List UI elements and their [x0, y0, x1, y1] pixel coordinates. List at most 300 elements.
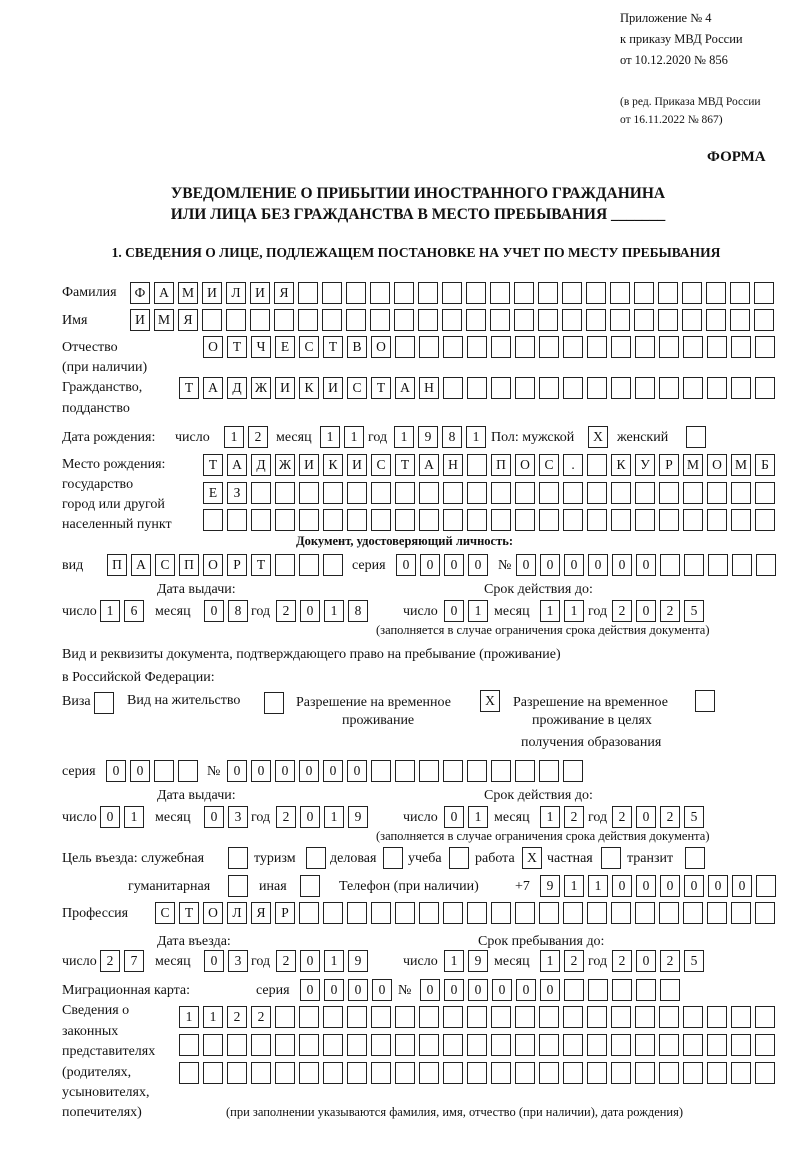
- char-cell[interactable]: [587, 377, 607, 399]
- char-cell[interactable]: Ф: [130, 282, 150, 304]
- sex-male-checkbox[interactable]: [588, 426, 612, 448]
- char-cell[interactable]: 0: [516, 979, 536, 1001]
- residence-checkbox[interactable]: [264, 692, 288, 714]
- char-cell[interactable]: 2: [248, 426, 268, 448]
- char-cell[interactable]: [731, 336, 751, 358]
- char-cell[interactable]: [587, 336, 607, 358]
- char-cell[interactable]: [323, 509, 343, 531]
- char-cell[interactable]: [275, 554, 295, 576]
- id-issue-year-cells[interactable]: [276, 600, 372, 622]
- char-cell[interactable]: 0: [444, 600, 464, 622]
- char-cell[interactable]: [419, 336, 439, 358]
- char-cell[interactable]: 2: [660, 600, 680, 622]
- char-cell[interactable]: [419, 1062, 439, 1084]
- char-cell[interactable]: А: [227, 454, 247, 476]
- char-cell[interactable]: [322, 282, 342, 304]
- char-cell[interactable]: [755, 1062, 775, 1084]
- char-cell[interactable]: 1: [124, 806, 144, 828]
- char-cell[interactable]: [659, 902, 679, 924]
- char-cell[interactable]: [322, 309, 342, 331]
- char-cell[interactable]: 2: [227, 1006, 247, 1028]
- char-cell[interactable]: [419, 760, 439, 782]
- char-cell[interactable]: 2: [612, 950, 632, 972]
- char-cell[interactable]: А: [131, 554, 151, 576]
- char-cell[interactable]: [275, 1062, 295, 1084]
- char-cell[interactable]: [588, 979, 608, 1001]
- reps-cells[interactable]: [179, 1006, 779, 1028]
- stay-issue-month-cells[interactable]: [204, 806, 252, 828]
- migration-number-cells[interactable]: [420, 979, 684, 1001]
- citizenship-cells[interactable]: [179, 377, 779, 399]
- char-cell[interactable]: [731, 377, 751, 399]
- char-cell[interactable]: 0: [106, 760, 126, 782]
- char-cell[interactable]: 0: [100, 806, 120, 828]
- char-cell[interactable]: Я: [274, 282, 294, 304]
- char-cell[interactable]: Т: [251, 554, 271, 576]
- char-cell[interactable]: [323, 1034, 343, 1056]
- char-cell[interactable]: [707, 1062, 727, 1084]
- char-cell[interactable]: М: [154, 309, 174, 331]
- char-cell[interactable]: [683, 482, 703, 504]
- char-cell[interactable]: М: [731, 454, 751, 476]
- char-cell[interactable]: [418, 282, 438, 304]
- char-cell[interactable]: [443, 1006, 463, 1028]
- char-cell[interactable]: [154, 760, 174, 782]
- char-cell[interactable]: И: [323, 377, 343, 399]
- char-cell[interactable]: [611, 1006, 631, 1028]
- char-cell[interactable]: [660, 979, 680, 1001]
- char-cell[interactable]: [227, 1062, 247, 1084]
- char-cell[interactable]: [611, 1062, 631, 1084]
- char-cell[interactable]: И: [275, 377, 295, 399]
- char-cell[interactable]: [274, 309, 294, 331]
- char-cell[interactable]: Т: [395, 454, 415, 476]
- char-cell[interactable]: Я: [251, 902, 271, 924]
- char-cell[interactable]: 1: [468, 806, 488, 828]
- temp-edu-checkbox[interactable]: [695, 690, 719, 712]
- char-cell[interactable]: [299, 554, 319, 576]
- char-cell[interactable]: [707, 377, 727, 399]
- char-cell[interactable]: [299, 1006, 319, 1028]
- char-cell[interactable]: [635, 1006, 655, 1028]
- char-cell[interactable]: 9: [418, 426, 438, 448]
- char-cell[interactable]: Н: [443, 454, 463, 476]
- char-cell[interactable]: [203, 1034, 223, 1056]
- char-cell[interactable]: [251, 509, 271, 531]
- char-cell[interactable]: 0: [204, 600, 224, 622]
- char-cell[interactable]: [299, 1034, 319, 1056]
- char-cell[interactable]: [298, 309, 318, 331]
- char-cell[interactable]: А: [395, 377, 415, 399]
- char-cell[interactable]: [394, 282, 414, 304]
- char-cell[interactable]: [587, 1034, 607, 1056]
- char-cell[interactable]: 0: [660, 875, 680, 897]
- char-cell[interactable]: М: [683, 454, 703, 476]
- char-cell[interactable]: [323, 902, 343, 924]
- char-cell[interactable]: [347, 1062, 367, 1084]
- char-cell[interactable]: 0: [130, 760, 150, 782]
- char-cell[interactable]: [683, 1062, 703, 1084]
- char-cell[interactable]: [562, 282, 582, 304]
- char-cell[interactable]: И: [202, 282, 222, 304]
- char-cell[interactable]: 0: [420, 554, 440, 576]
- char-cell[interactable]: [275, 1034, 295, 1056]
- char-cell[interactable]: [732, 554, 752, 576]
- id-series-cells[interactable]: [396, 554, 492, 576]
- char-cell[interactable]: [756, 875, 776, 897]
- char-cell[interactable]: [587, 1062, 607, 1084]
- char-cell[interactable]: [443, 1034, 463, 1056]
- phone-cells[interactable]: [540, 875, 780, 897]
- char-cell[interactable]: 0: [323, 760, 343, 782]
- char-cell[interactable]: 3: [228, 950, 248, 972]
- char-cell[interactable]: [394, 309, 414, 331]
- char-cell[interactable]: Р: [659, 454, 679, 476]
- checkbox-cell[interactable]: [695, 690, 715, 712]
- char-cell[interactable]: [754, 309, 774, 331]
- checkbox-cell[interactable]: X: [588, 426, 608, 448]
- char-cell[interactable]: [178, 760, 198, 782]
- char-cell[interactable]: [514, 282, 534, 304]
- char-cell[interactable]: [298, 282, 318, 304]
- purpose-work-checkbox[interactable]: [522, 847, 546, 869]
- char-cell[interactable]: 2: [612, 600, 632, 622]
- char-cell[interactable]: [587, 509, 607, 531]
- char-cell[interactable]: [731, 1062, 751, 1084]
- char-cell[interactable]: С: [371, 454, 391, 476]
- char-cell[interactable]: 0: [636, 875, 656, 897]
- char-cell[interactable]: [706, 309, 726, 331]
- char-cell[interactable]: [370, 282, 390, 304]
- char-cell[interactable]: [515, 336, 535, 358]
- birthplace-cells[interactable]: [203, 509, 779, 531]
- until-month-cells[interactable]: [540, 950, 588, 972]
- char-cell[interactable]: [563, 509, 583, 531]
- purpose-tourism-checkbox[interactable]: [306, 847, 330, 869]
- char-cell[interactable]: 1: [320, 426, 340, 448]
- char-cell[interactable]: [418, 309, 438, 331]
- char-cell[interactable]: [539, 760, 559, 782]
- char-cell[interactable]: [467, 336, 487, 358]
- char-cell[interactable]: [706, 282, 726, 304]
- stay-valid-month-cells[interactable]: [540, 806, 588, 828]
- char-cell[interactable]: [755, 1006, 775, 1028]
- name-cells[interactable]: [130, 309, 778, 331]
- checkbox-cell[interactable]: [449, 847, 469, 869]
- char-cell[interactable]: [659, 1006, 679, 1028]
- char-cell[interactable]: [587, 454, 607, 476]
- char-cell[interactable]: 8: [442, 426, 462, 448]
- char-cell[interactable]: [658, 309, 678, 331]
- char-cell[interactable]: [658, 282, 678, 304]
- char-cell[interactable]: И: [130, 309, 150, 331]
- char-cell[interactable]: [683, 1006, 703, 1028]
- char-cell[interactable]: [563, 377, 583, 399]
- char-cell[interactable]: И: [347, 454, 367, 476]
- char-cell[interactable]: [395, 1062, 415, 1084]
- purpose-other-checkbox[interactable]: [300, 875, 324, 897]
- char-cell[interactable]: П: [491, 454, 511, 476]
- char-cell[interactable]: [515, 377, 535, 399]
- char-cell[interactable]: [563, 336, 583, 358]
- char-cell[interactable]: Б: [755, 454, 775, 476]
- char-cell[interactable]: [371, 902, 391, 924]
- char-cell[interactable]: [539, 336, 559, 358]
- sex-female-checkbox[interactable]: [686, 426, 710, 448]
- char-cell[interactable]: П: [107, 554, 127, 576]
- char-cell[interactable]: [563, 760, 583, 782]
- char-cell[interactable]: [730, 309, 750, 331]
- char-cell[interactable]: 0: [275, 760, 295, 782]
- char-cell[interactable]: П: [179, 554, 199, 576]
- char-cell[interactable]: [490, 309, 510, 331]
- char-cell[interactable]: А: [154, 282, 174, 304]
- char-cell[interactable]: 2: [660, 806, 680, 828]
- char-cell[interactable]: С: [347, 377, 367, 399]
- char-cell[interactable]: [323, 1062, 343, 1084]
- stay-valid-day-cells[interactable]: [444, 806, 492, 828]
- checkbox-cell[interactable]: X: [522, 847, 542, 869]
- char-cell[interactable]: [683, 377, 703, 399]
- char-cell[interactable]: 1: [394, 426, 414, 448]
- purpose-study-checkbox[interactable]: [449, 847, 473, 869]
- char-cell[interactable]: 2: [660, 950, 680, 972]
- char-cell[interactable]: [659, 1034, 679, 1056]
- char-cell[interactable]: [563, 902, 583, 924]
- char-cell[interactable]: 0: [300, 950, 320, 972]
- char-cell[interactable]: [515, 1034, 535, 1056]
- char-cell[interactable]: [442, 309, 462, 331]
- char-cell[interactable]: 0: [540, 979, 560, 1001]
- char-cell[interactable]: [251, 1062, 271, 1084]
- char-cell[interactable]: [226, 309, 246, 331]
- visa-checkbox[interactable]: [94, 692, 118, 714]
- char-cell[interactable]: 0: [612, 554, 632, 576]
- purpose-transit-checkbox[interactable]: [685, 847, 709, 869]
- char-cell[interactable]: [250, 309, 270, 331]
- char-cell[interactable]: 0: [468, 979, 488, 1001]
- char-cell[interactable]: [659, 336, 679, 358]
- purpose-private-checkbox[interactable]: [601, 847, 625, 869]
- char-cell[interactable]: [611, 509, 631, 531]
- char-cell[interactable]: 2: [251, 1006, 271, 1028]
- char-cell[interactable]: И: [299, 454, 319, 476]
- char-cell[interactable]: [682, 309, 702, 331]
- stay-issue-day-cells[interactable]: [100, 806, 148, 828]
- char-cell[interactable]: [419, 509, 439, 531]
- char-cell[interactable]: [466, 282, 486, 304]
- checkbox-cell[interactable]: [686, 426, 706, 448]
- char-cell[interactable]: С: [539, 454, 559, 476]
- char-cell[interactable]: [419, 1006, 439, 1028]
- char-cell[interactable]: [611, 377, 631, 399]
- char-cell[interactable]: 0: [300, 979, 320, 1001]
- char-cell[interactable]: 6: [124, 600, 144, 622]
- char-cell[interactable]: [683, 902, 703, 924]
- char-cell[interactable]: [323, 1006, 343, 1028]
- char-cell[interactable]: В: [347, 336, 367, 358]
- char-cell[interactable]: [491, 377, 511, 399]
- char-cell[interactable]: 1: [179, 1006, 199, 1028]
- char-cell[interactable]: 2: [276, 600, 296, 622]
- entry-day-cells[interactable]: [100, 950, 148, 972]
- char-cell[interactable]: [227, 1034, 247, 1056]
- char-cell[interactable]: 1: [564, 600, 584, 622]
- char-cell[interactable]: [682, 282, 702, 304]
- char-cell[interactable]: [395, 1034, 415, 1056]
- char-cell[interactable]: 0: [612, 875, 632, 897]
- char-cell[interactable]: [467, 482, 487, 504]
- char-cell[interactable]: [371, 1062, 391, 1084]
- char-cell[interactable]: 9: [348, 950, 368, 972]
- char-cell[interactable]: [683, 1034, 703, 1056]
- char-cell[interactable]: 2: [564, 950, 584, 972]
- char-cell[interactable]: 1: [468, 600, 488, 622]
- char-cell[interactable]: [731, 902, 751, 924]
- char-cell[interactable]: [419, 1034, 439, 1056]
- char-cell[interactable]: [467, 760, 487, 782]
- char-cell[interactable]: 5: [684, 600, 704, 622]
- char-cell[interactable]: Т: [227, 336, 247, 358]
- checkbox-cell[interactable]: [306, 847, 326, 869]
- char-cell[interactable]: А: [419, 454, 439, 476]
- char-cell[interactable]: Т: [179, 902, 199, 924]
- char-cell[interactable]: [515, 1006, 535, 1028]
- char-cell[interactable]: 0: [348, 979, 368, 1001]
- char-cell[interactable]: [586, 309, 606, 331]
- char-cell[interactable]: О: [707, 454, 727, 476]
- char-cell[interactable]: [610, 309, 630, 331]
- char-cell[interactable]: 1: [100, 600, 120, 622]
- char-cell[interactable]: [755, 482, 775, 504]
- char-cell[interactable]: 0: [732, 875, 752, 897]
- char-cell[interactable]: К: [611, 454, 631, 476]
- id-kind-cells[interactable]: [107, 554, 347, 576]
- char-cell[interactable]: [539, 1034, 559, 1056]
- char-cell[interactable]: [708, 554, 728, 576]
- char-cell[interactable]: [419, 902, 439, 924]
- char-cell[interactable]: [515, 760, 535, 782]
- checkbox-cell[interactable]: [383, 847, 403, 869]
- char-cell[interactable]: [707, 1034, 727, 1056]
- stay-number-cells[interactable]: [227, 760, 587, 782]
- char-cell[interactable]: [539, 482, 559, 504]
- char-cell[interactable]: К: [323, 454, 343, 476]
- patronymic-cells[interactable]: [203, 336, 779, 358]
- temp-res-checkbox[interactable]: [480, 690, 504, 712]
- char-cell[interactable]: [515, 509, 535, 531]
- id-issue-month-cells[interactable]: [204, 600, 252, 622]
- char-cell[interactable]: [707, 336, 727, 358]
- stay-issue-year-cells[interactable]: [276, 806, 372, 828]
- entry-year-cells[interactable]: [276, 950, 372, 972]
- char-cell[interactable]: [491, 902, 511, 924]
- char-cell[interactable]: И: [250, 282, 270, 304]
- char-cell[interactable]: [659, 377, 679, 399]
- char-cell[interactable]: М: [178, 282, 198, 304]
- char-cell[interactable]: [683, 336, 703, 358]
- char-cell[interactable]: 8: [348, 600, 368, 622]
- char-cell[interactable]: 1: [224, 426, 244, 448]
- char-cell[interactable]: 5: [684, 950, 704, 972]
- char-cell[interactable]: [731, 509, 751, 531]
- char-cell[interactable]: [755, 377, 775, 399]
- char-cell[interactable]: [203, 509, 223, 531]
- char-cell[interactable]: [634, 309, 654, 331]
- char-cell[interactable]: Ч: [251, 336, 271, 358]
- char-cell[interactable]: 0: [324, 979, 344, 1001]
- char-cell[interactable]: [251, 1034, 271, 1056]
- char-cell[interactable]: [179, 1034, 199, 1056]
- char-cell[interactable]: [659, 1062, 679, 1084]
- char-cell[interactable]: 1: [540, 950, 560, 972]
- surname-cells[interactable]: [130, 282, 778, 304]
- char-cell[interactable]: 0: [636, 806, 656, 828]
- char-cell[interactable]: [587, 482, 607, 504]
- char-cell[interactable]: [611, 482, 631, 504]
- char-cell[interactable]: 1: [564, 875, 584, 897]
- char-cell[interactable]: [443, 760, 463, 782]
- char-cell[interactable]: [635, 1034, 655, 1056]
- char-cell[interactable]: [611, 902, 631, 924]
- char-cell[interactable]: [635, 336, 655, 358]
- char-cell[interactable]: [562, 309, 582, 331]
- char-cell[interactable]: [491, 760, 511, 782]
- char-cell[interactable]: 2: [276, 950, 296, 972]
- char-cell[interactable]: [683, 509, 703, 531]
- id-valid-year-cells[interactable]: [612, 600, 708, 622]
- char-cell[interactable]: [684, 554, 704, 576]
- char-cell[interactable]: Т: [371, 377, 391, 399]
- char-cell[interactable]: [610, 282, 630, 304]
- char-cell[interactable]: [612, 979, 632, 1001]
- char-cell[interactable]: [347, 509, 367, 531]
- char-cell[interactable]: 0: [444, 806, 464, 828]
- birthplace-cells[interactable]: [203, 454, 779, 476]
- char-cell[interactable]: [443, 902, 463, 924]
- char-cell[interactable]: Т: [179, 377, 199, 399]
- char-cell[interactable]: [395, 482, 415, 504]
- char-cell[interactable]: А: [203, 377, 223, 399]
- char-cell[interactable]: О: [203, 902, 223, 924]
- char-cell[interactable]: 1: [466, 426, 486, 448]
- id-number-cells[interactable]: [516, 554, 780, 576]
- char-cell[interactable]: [371, 1034, 391, 1056]
- char-cell[interactable]: [443, 336, 463, 358]
- char-cell[interactable]: [754, 282, 774, 304]
- char-cell[interactable]: [347, 1034, 367, 1056]
- char-cell[interactable]: [323, 554, 343, 576]
- char-cell[interactable]: [539, 377, 559, 399]
- char-cell[interactable]: [635, 509, 655, 531]
- char-cell[interactable]: 0: [300, 600, 320, 622]
- char-cell[interactable]: 9: [540, 875, 560, 897]
- char-cell[interactable]: [299, 509, 319, 531]
- char-cell[interactable]: [419, 482, 439, 504]
- char-cell[interactable]: 8: [228, 600, 248, 622]
- char-cell[interactable]: [467, 454, 487, 476]
- char-cell[interactable]: [467, 377, 487, 399]
- char-cell[interactable]: [659, 509, 679, 531]
- stay-valid-year-cells[interactable]: [612, 806, 708, 828]
- id-valid-month-cells[interactable]: [540, 600, 588, 622]
- char-cell[interactable]: 0: [204, 806, 224, 828]
- char-cell[interactable]: [227, 509, 247, 531]
- char-cell[interactable]: [755, 509, 775, 531]
- char-cell[interactable]: [611, 1034, 631, 1056]
- char-cell[interactable]: [467, 902, 487, 924]
- char-cell[interactable]: [299, 902, 319, 924]
